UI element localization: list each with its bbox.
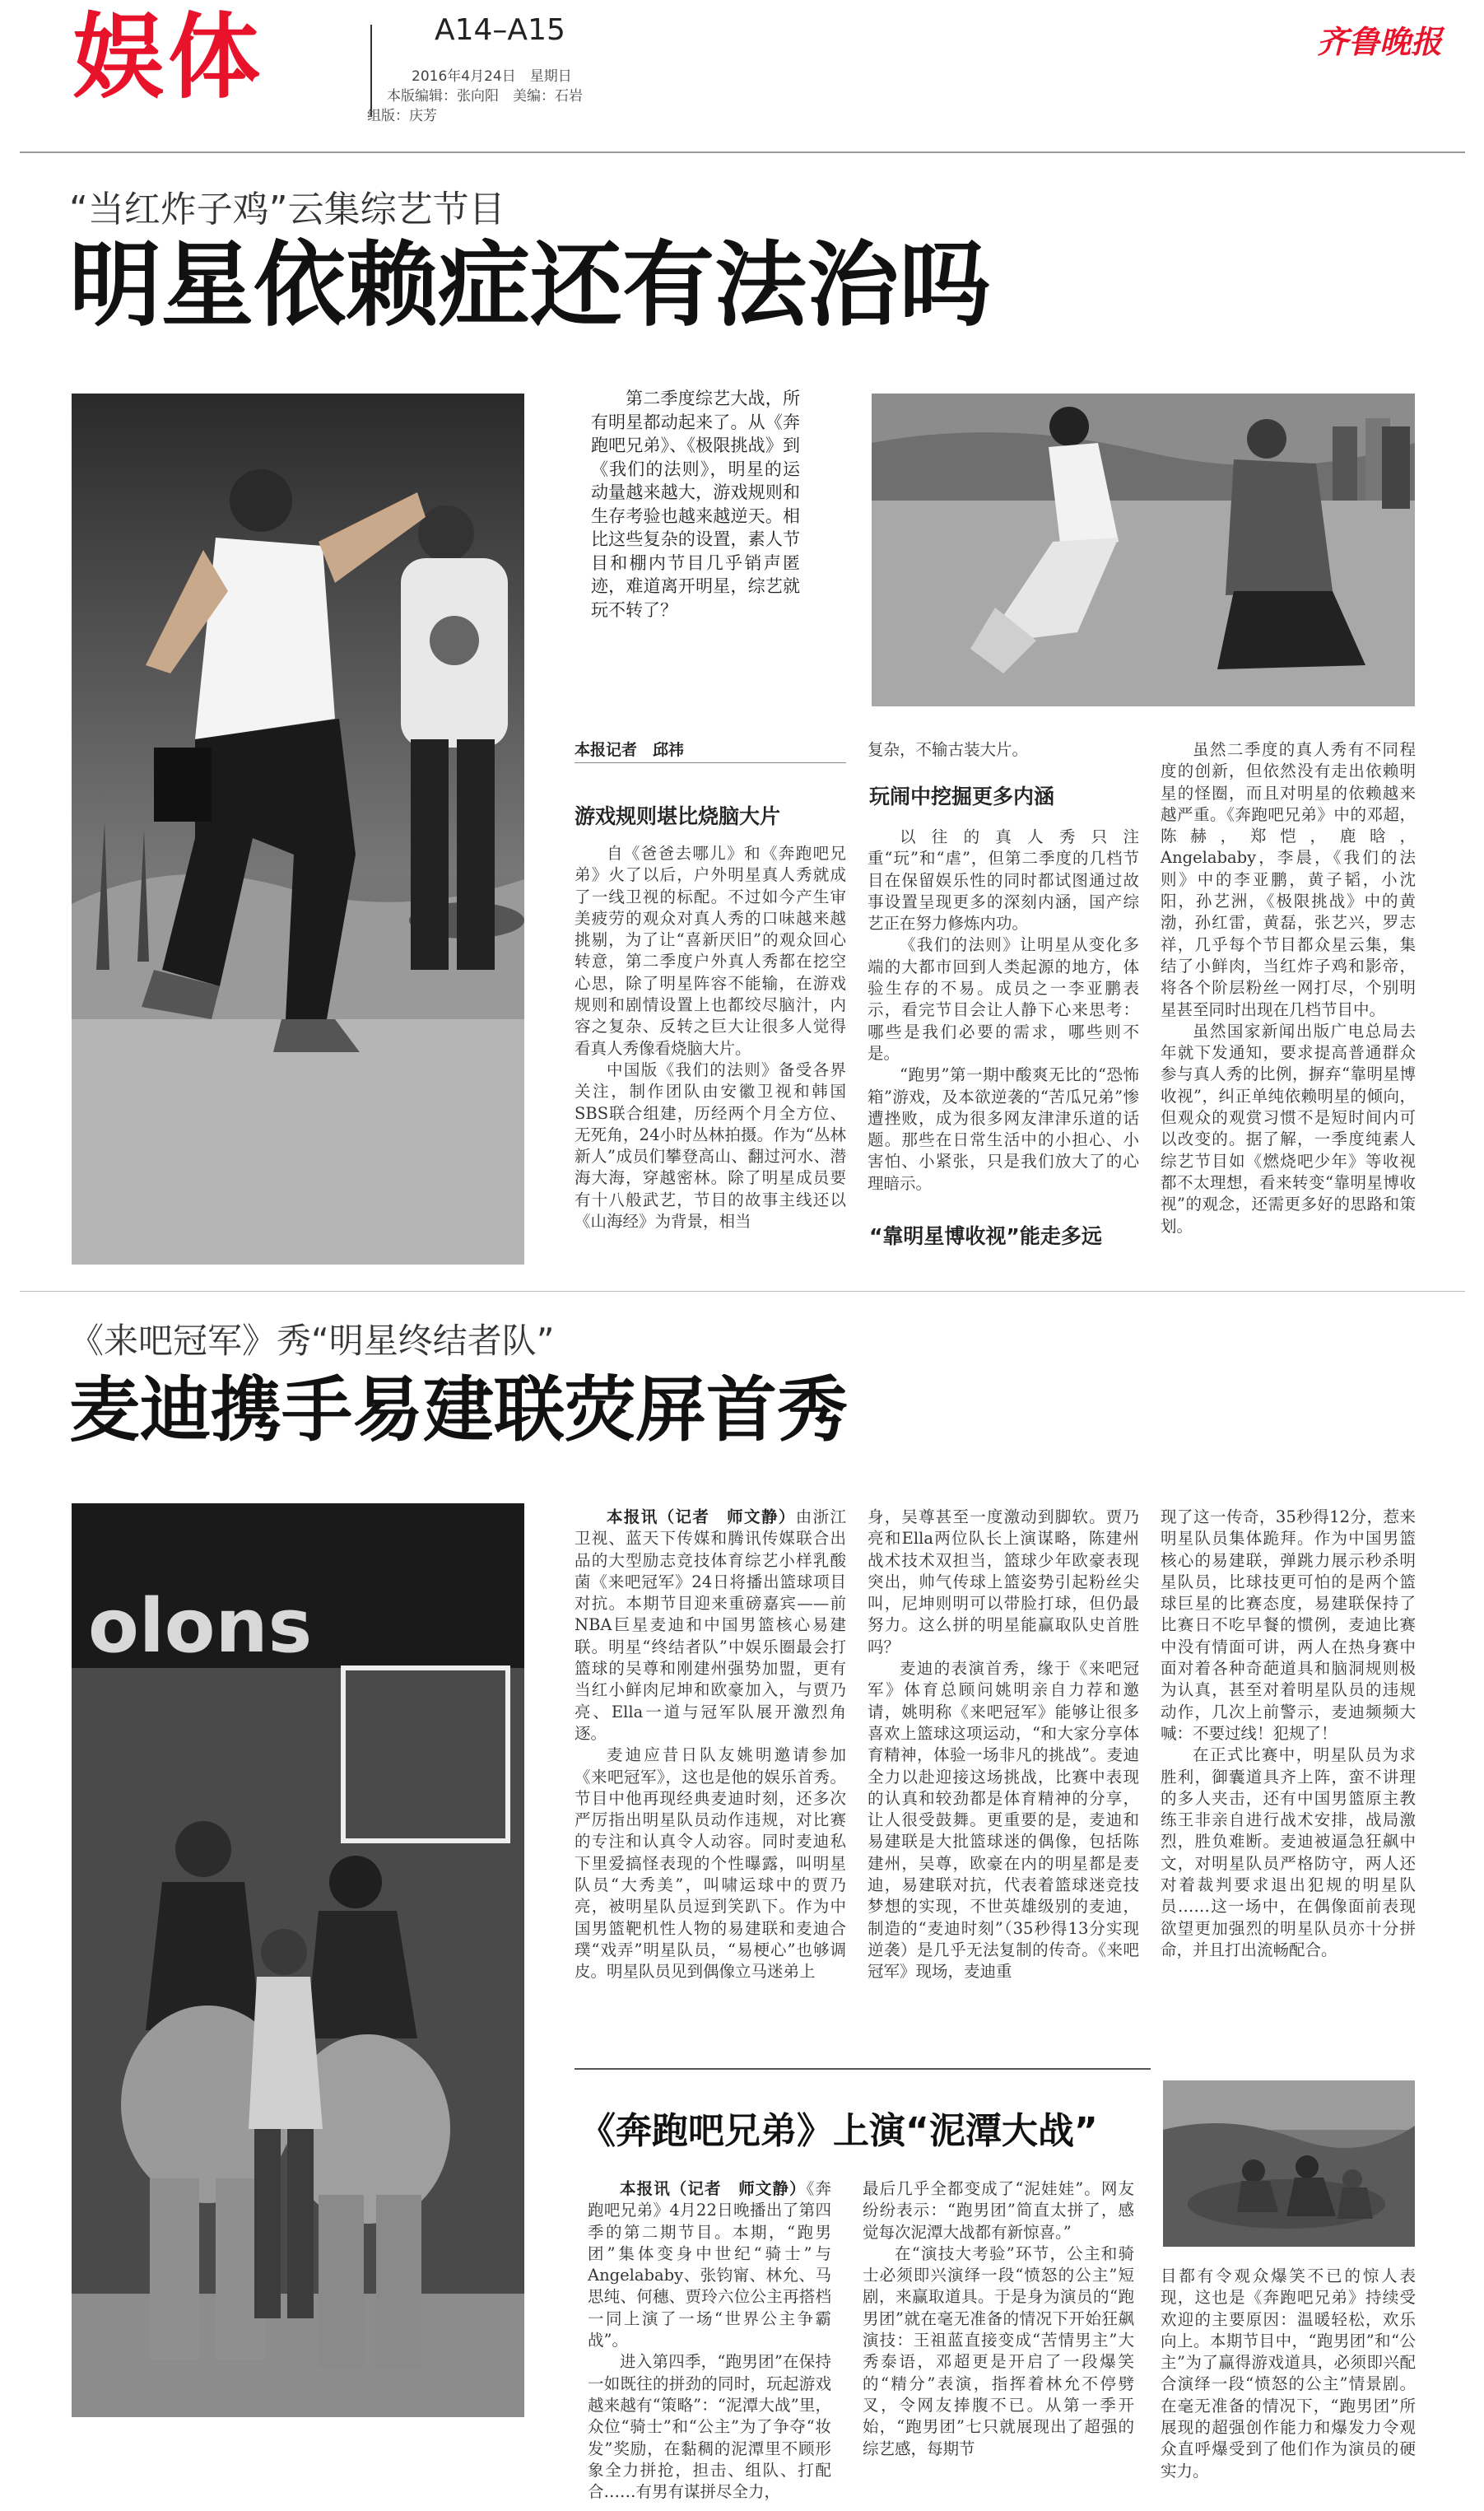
article3-byline: 本报讯（记者 师文静） <box>620 2179 807 2198</box>
article3-column-1: 本报讯（记者 师文静）《奔跑吧兄弟》4月22日晚播出了第四季的第二期节目。本期，“跑男团”集体变身中世纪“骑士”与Angelababy、张钧甯、林允、马思纯、何穗、贾玲六位公主再搭档一同上演了一场“世界公主争霸战”。 进入第四季，“跑男团”在保持一如既往的拼劲的同时，玩起游戏越来越有“策略”：“泥潭大战”里，众位“骑士”和“公主”为了争夺“妆发”奖励，在黏稠的泥潭里不顾形象全力拼抢，担击、组队、打配合……有男有谋拼尽全力， <box>588 2179 831 2502</box>
article1-subheading-stars: “靠明星博收视”能走多远 <box>869 1224 1102 1248</box>
article1-column-3: 虽然二季度的真人秀有不同程度的创新，但依然没有走出依赖明星的怪圈，而且对明星的依赖越来越严重。《奔跑吧兄弟》中的邓超，陈赫，郑恺，鹿晗，Angelababy，李晨，《我们的法则》中的李亚鹏，黄子韬，小沈阳，孙艺洲，《极限挑战》中的黄渤，孙红雷，黄磊，张艺兴，罗志祥，几乎每个节目都众星云集，集结了小鲜肉，当红炸子鸡和影帝，将各个阶层粉丝一网打尽，个别明星甚至同时出现在几档节目中。 虽然国家新闻出版广电总局去年就下发通知，要求提高普通群众参与真人秀的比例，摒弃“靠明星博收视”，纠正单纯依赖明星的倾向，但观众的观赏习惯不是短时间内可以改变的。据了解，一季度纯素人综艺节目如《燃烧吧少年》等收视都不太理想，看来转变“靠明星博收视”的观念，还需更多好的思路和策划。 <box>1161 740 1416 1236</box>
header-rule <box>20 151 1465 153</box>
svg-text:olons: olons <box>88 1583 313 1670</box>
article1-lead: 第二季度综艺大战，所有明星都动起来了。从《奔跑吧兄弟》、《极限挑战》到《我们的法则》，明星的运动量越来越大，游戏规则和生存考验也越来越逆天。相比这些复杂的设置，素人节目和棚内节目几乎销声匿迹，难道离开明星，综艺就玩不转了？ <box>591 389 800 620</box>
article2-column-2: 身，吴尊甚至一度激动到脚软。贾乃亮和Ella两位队长上演谋略，陈建州战术技术双担当，篮球少年欧豪表现突出，帅气传球上篮姿势引起粉丝尖叫，尼坤则明可以带脸打球，但仍最努力。这么拼的明星能赢取队史首胜吗？ 麦迪的表演首秀，缘于《来吧冠军》体育总顾问姚明亲自力荐和邀请，姚明称《来吧冠军》能够让很多喜欢上篮球这项运动，“和大家分享体育精神，体验一场非凡的挑战”。麦迪全力以赴迎接这场挑战，比赛中表现的认真和较劲都是体育精神的分享，让人很受鼓舞。更重要的是，麦迪和易建联是大批篮球迷的偶像，包括陈建州，吴尊，欧豪在内的明星都是麦迪，易建联对抗，代表着篮球迷竞技梦想的实现，不世英雄级别的麦迪，制造的“麦迪时刻”（35秒得13分实现逆袭）是几乎无法复制的传奇。《来吧冠军》现场，麦迪重 <box>868 1507 1139 1982</box>
photo-actor-running <box>72 394 524 1265</box>
article1-kicker: “当红炸子鸡”云集综艺节目 <box>69 189 505 231</box>
article2-headline: 麦迪携手易建联荧屏首秀 <box>69 1369 848 1451</box>
article1-column-1: 自《爸爸去哪儿》和《奔跑吧兄弟》火了以后，户外明星真人秀就成了一线卫视的标配。不过如今产生审美疲劳的观众对真人秀的口味越来越挑剔，为了让“喜新厌旧”的观众回心转意，第二季度户外真人秀都在挖空心思，除了明星阵容不能输，在游戏规则和剧情设置上也都绞尽脑汁，内容之复杂、反转之巨大让很多人觉得看真人秀像看烧脑大片。 中国版《我们的法则》备受各界关注，制作团队由安徽卫视和韩国SBS联合组建，历经两个月全方位、无死角，24小时丛林拍摄。作为“丛林新人”成员们攀登高山、翻过河水、潜海大海，穿越密林。除了明星成员要有十八般武艺，节目的故事主线还以《山海经》为背景，相当 <box>575 844 846 1232</box>
article1-subheading-depth: 玩闹中挖掘更多内涵 <box>869 785 1055 808</box>
article1-column-2-top: 复杂，不输古装大片。 <box>868 740 1029 759</box>
article3-top-rule <box>575 2068 1151 2070</box>
editors-credit: 本版编辑：张向阳 美编：石岩 <box>387 88 583 105</box>
section-title: 娱体 <box>72 4 263 111</box>
article3-column-3: 目都有令观众爆笑不已的惊人表现，这也是《奔跑吧兄弟》持续受欢迎的主要原因：温暖轻松，欢乐向上。本期节目中，“跑男团”和“公主”为了赢得游戏道具，必须即兴配合演绎一段“愤怒的公主”情景剧。在毫无准备的情况下，“跑男团”所展现的超强创作能力和爆发力令观众直呼爆受到了他们作为演员的硬实力。 <box>1161 2266 1416 2481</box>
article2-kicker: 《来吧冠军》秀“明星终结者队” <box>69 1321 555 1361</box>
article1-headline: 明星依赖症还有法治吗 <box>69 232 991 339</box>
article2-column-1: 本报讯（记者 师文静）由浙江卫视、蓝天下传媒和腾讯传媒联合出品的大型励志竞技体育综艺小样乳酸菌《来吧冠军》24日将播出篮球项目对抗。本期节目迎来重磅嘉宾——前NBA巨星麦迪和中国男篮核心易建联。明星“终结者队”中娱乐圈最会打篮球的吴尊和刚建州强势加盟，更有当红小鲜肉尼坤和欧豪加入，与贾乃亮、Ella一道与冠军队展开激烈角逐。 麦迪应昔日队友姚明邀请参加《来吧冠军》，这也是他的娱乐首秀。节目中他再现经典麦迪时刻，还多次严厉指出明星队员动作违规，对比赛的专注和认真令人动容。同时麦迪私下里爱搞怪表现的个性曝露，叫明星队员“大秀美”，叫啸运球中的贾乃亮，被明星队员逗到笑趴下。作为中国男篮靶机性人物的易建联和麦迪合璞“戏弄”明星队员，“易梗心”也够调皮。明星队员见到偶像立马迷弟上 <box>575 1507 846 1982</box>
issue-date: 2016年4月24日 星期日 <box>412 68 572 85</box>
masthead-logo: 齐鲁晚报 <box>1317 23 1443 60</box>
article1-column-2: 以往的真人秀只注重“玩”和“虐”，但第二季度的几档节目在保留娱乐性的同时都试图通过故事设置呈现更多的深刻内涵，国产综艺正在努力修炼内功。 《我们的法则》让明星从变化多端的大都市回到人类起源的地方，体验生存的不易。成员之一李亚鹏表示，看完节目会让人静下心来思考：哪些是我们必要的需求，哪些则不是。 “跑男”第一期中酸爽无比的“恐怖箱”游戏，及本欲逆袭的“苦瓜兄弟”惨遭挫败，成为很多网友津津乐道的话题。那些在日常生活中的小担心、小害怕、小紧张，只是我们放大了的心理暗示。 <box>868 827 1139 1193</box>
article3-column-2: 最后几乎全都变成了“泥娃娃”。网友纷纷表示：“跑男团”简直太拼了，感觉每次泥潭大战都有新惊喜。” 在“演技大考验”环节，公主和骑士必须即兴演绎一段“愤怒的公主”短剧，来赢取道具。于是身为演员的“跑男团”就在毫无准备的情况下开始狂飙演技：王祖蓝直接变成“苦情男主”大秀泰语，邓超更是开启了一段爆笑的“精分”表演，指挥着林允不停劈叉，令网友捧腹不已。从第一季开始，“跑男团”七只就展现出了超强的综艺感，每期节 <box>863 2179 1134 2458</box>
article1-subheading-rules: 游戏规则堪比烧脑大片 <box>575 804 781 828</box>
article1-byline: 本报记者 邱祎 <box>575 741 685 759</box>
layout-credit: 组版：庆芳 <box>367 108 437 124</box>
page-range: A14–A15 <box>435 13 565 47</box>
article3-headline: 《奔跑吧兄弟》上演“泥潭大战” <box>579 2110 1098 2152</box>
article2-column-3: 现了这一传奇，35秒得12分，惹来明星队员集体跪拜。作为中国男篮核心的易建联，弹跳力展示秒杀明星队员，比球技更可怕的是两个篮球巨星的比赛态度，易建联保持了比赛日不吃早餐的惯例，麦迪比赛中没有情面可讲，两人在热身赛中面对着各种奇葩道具和脑洞规则极为认真，甚至对着明星队员的违规动作，几次上前警示，麦迪频频大喊：不要过线！犯规了！ 在正式比赛中，明星队员为求胜利，御囊道具齐上阵，蛮不讲理的多人夹击，还有中国男篮原主教练王非亲自进行战术安排，战局激烈，胜负难断。麦迪被逼急狂飙中文，对明星队员严格防守，两人还对着裁判要求退出犯规的明星队员……这一场中，在偶像面前表现欲望更加强烈的明星队员亦十分拼命，并且打出流畅配合。 <box>1161 1507 1416 1959</box>
photo-basketball-stars <box>72 1503 524 2417</box>
byline-underline <box>575 762 846 763</box>
photo-mud-fight <box>1163 2080 1415 2247</box>
article1-bottom-rule <box>20 1291 1465 1292</box>
article2-byline: 本报讯（记者 师文静） <box>607 1507 796 1526</box>
photo-crawling-game <box>872 394 1415 706</box>
